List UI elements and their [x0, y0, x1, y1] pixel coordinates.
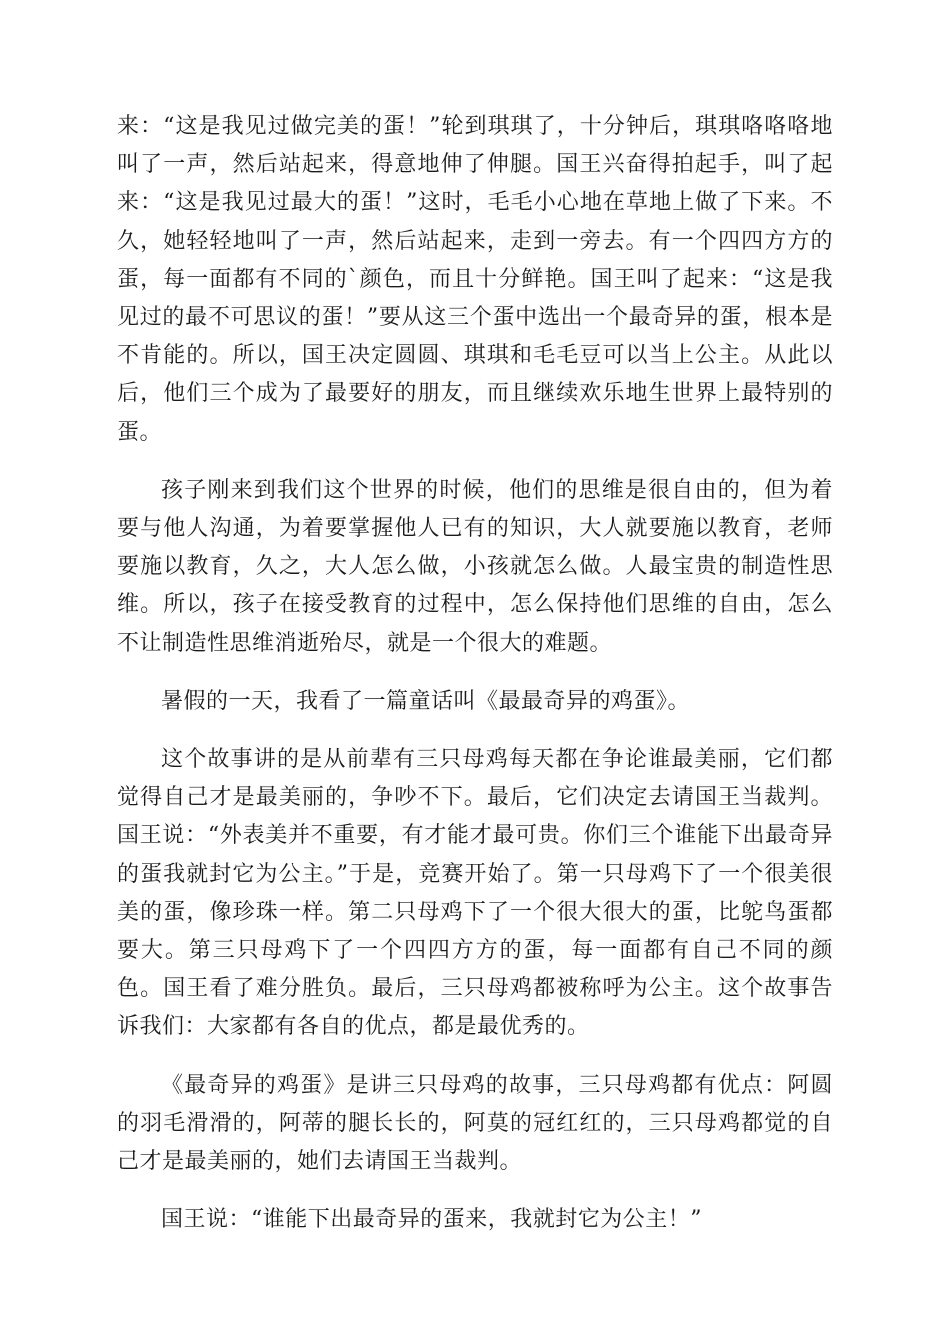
paragraph-king-quote: 国王说：“谁能下出最奇异的蛋来，我就封它为公主！”: [161, 1207, 702, 1233]
paragraph-creative-thinking: 孩子刚来到我们这个世界的时候，他们的思维是很自由的，但为着要与他人沟通，为着要掌握他人已有的知识，大人就要施以教育，老师要施以教育，久之，大人怎么做，小孩就怎么做。人最宝贵的制造性思维。所以，孩子在接受教育的过程中，怎么保持他们思维的自由，怎么不让制造性思维消逝殆尽，就是一个很大的难题。: [117, 477, 833, 656]
paragraph-summer-reading: 暑假的一天，我看了一篇童话叫《最最奇异的鸡蛋》。: [161, 688, 691, 714]
paragraph-three-hens: 《最奇异的鸡蛋》是讲三只母鸡的故事，三只母鸡都有优点：阿圆的羽毛滑滑的，阿蒂的腿长长的，阿莫的冠红红的，三只母鸡都觉的自己才是最美丽的，她们去请国王当裁判。: [117, 1072, 833, 1175]
document-body: [117, 108, 833, 1239]
paragraph-story-summary: 这个故事讲的是从前辈有三只母鸡每天都在争论谁最美丽，它们都觉得自己才是最美丽的，争吵不下。最后，它们决定去请国王当裁判。国王说：“外表美并不重要，有才能才最可贵。你们三个谁能下出最奇异的蛋我就封它为公主。”于是，竞赛开始了。第一只母鸡下了一个很美很美的蛋，像珍珠一样。第二只母鸡下了一个很大很大的蛋，比鸵鸟蛋都要大。第三只母鸡下了一个四四方方的蛋，每一面都有自己不同的颜色。国王看了难分胜负。最后，三只母鸡都被称呼为公主。这个故事告诉我们：大家都有各自的优点，都是最优秀的。: [117, 747, 833, 1040]
paragraph-story-continuation: 来：“这是我见过做完美的蛋！”轮到琪琪了，十分钟后，琪琪咯咯咯地叫了一声，然后站起来，得意地伸了伸腿。国王兴奋得拍起手，叫了起来：“这是我见过最大的蛋！”这时，毛毛小心地在草地上做了下来。不久，她轻轻地叫了一声，然后站起来，走到一旁去。有一个四四方方的蛋，每一面都有不同的`颜色，而且十分鲜艳。国王叫了起来：“这是我见过的最不可思议的蛋！”要从这三个蛋中选出一个最奇异的蛋，根本是不肯能的。所以，国王决定圆圆、琪琪和毛毛豆可以当上公主。从此以后，他们三个成为了最要好的朋友，而且继续欢乐地生世界上最特别的蛋。: [117, 114, 833, 445]
